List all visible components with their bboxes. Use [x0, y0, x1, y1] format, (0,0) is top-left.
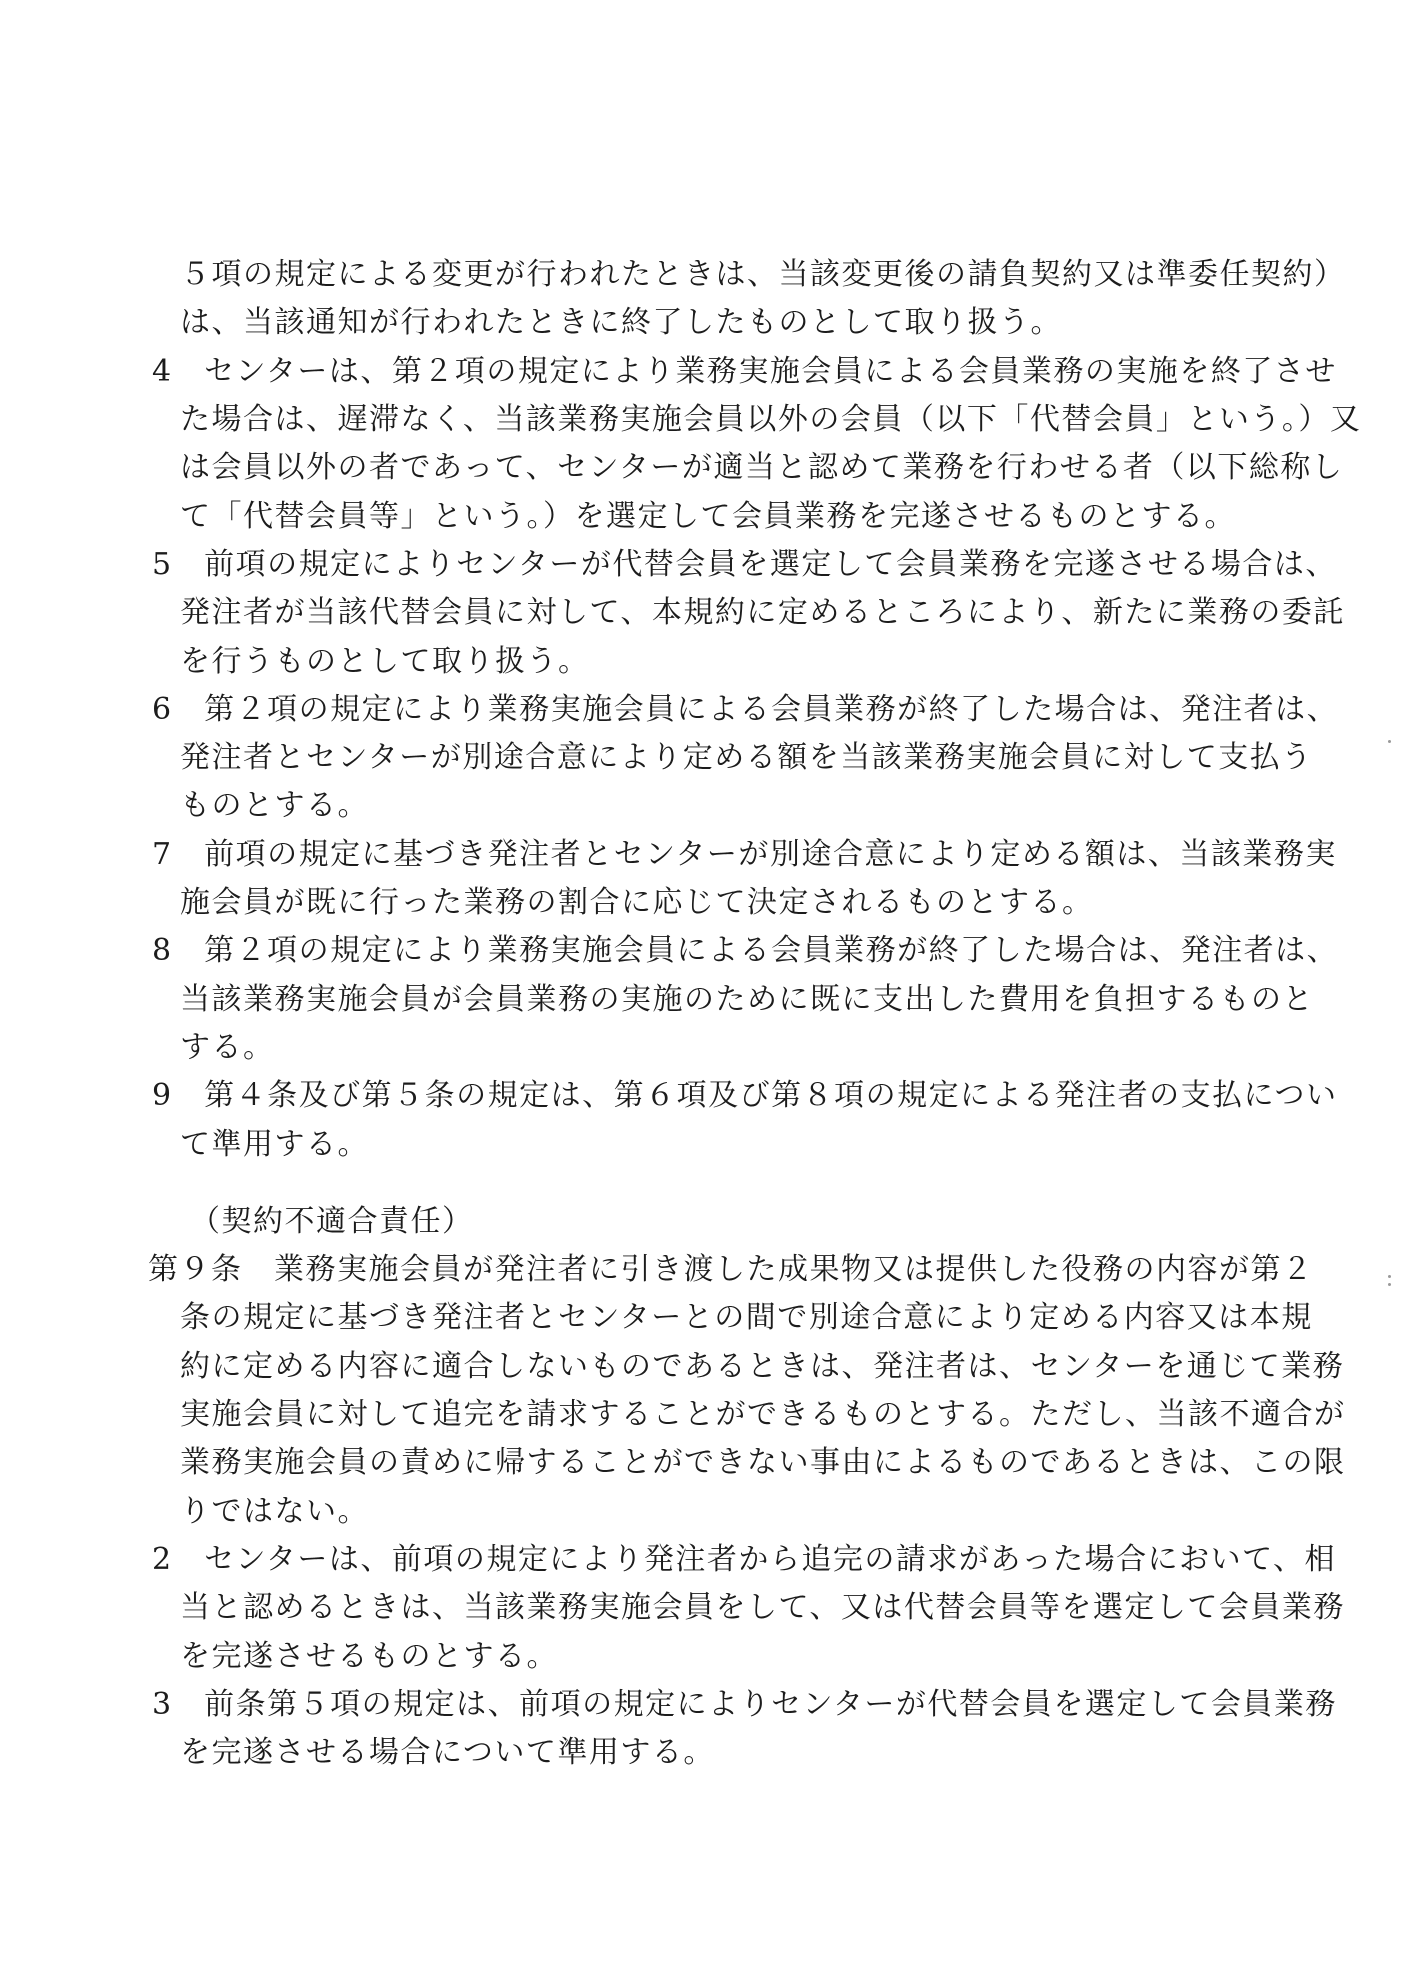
text-line: 発注者が当該代替会員に対して、本規約に定めるところにより、新たに業務の委託	[180, 595, 1345, 630]
text-line: て準用する。	[180, 1127, 369, 1162]
clause-2: 2 センターは、前項の規定により発注者から追完の請求があった場合において、相	[152, 1542, 1336, 1577]
text-line: 施会員が既に行った業務の割合に応じて決定されるものとする。	[180, 885, 1094, 920]
article-9: 第９条 業務実施会員が発注者に引き渡した成果物又は提供した役務の内容が第２	[148, 1252, 1314, 1287]
text-line: ５項の規定による変更が行われたときは、当該変更後の請負契約又は準委任契約）	[180, 257, 1346, 292]
clause-8: 8 第２項の規定により業務実施会員による会員業務が終了した場合は、発注者は、	[152, 933, 1339, 968]
text-line: を完遂させる場合について準用する。	[180, 1735, 715, 1770]
text-line: 実施会員に対して追完を請求することができるものとする。ただし、当該不適合が	[180, 1397, 1346, 1432]
text-line: 発注者とセンターが別途合意により定める額を当該業務実施会員に対して支払う	[180, 740, 1313, 775]
clause-9: 9 第４条及び第５条の規定は、第６項及び第８項の規定による発注者の支払につい	[152, 1078, 1338, 1113]
text-line: 条の規定に基づき発注者とセンターとの間で別途合意により定める内容又は本規	[180, 1300, 1313, 1335]
text-line: を行うものとして取り扱う。	[180, 644, 590, 679]
text-line: 当と認めるときは、当該業務実施会員をして、又は代替会員等を選定して会員業務	[180, 1590, 1345, 1625]
text-line: た場合は、遅滞なく、当該業務実施会員以外の会員（以下「代替会員」という。）又	[180, 402, 1362, 437]
clause-7: 7 前項の規定に基づき発注者とセンターが別途合意により定める額は、当該業務実	[152, 837, 1337, 872]
text-line: 業務実施会員の責めに帰することができない事由によるものであるときは、この限	[180, 1445, 1346, 1480]
clause-3: 3 前条第５項の規定は、前項の規定によりセンターが代替会員を選定して会員業務	[152, 1687, 1337, 1722]
scan-speck	[1388, 740, 1391, 743]
clause-5: 5 前項の規定によりセンターが代替会員を選定して会員業務を完遂させる場合は、	[152, 547, 1337, 582]
text-line: りではない。	[180, 1494, 369, 1529]
scan-speck	[1388, 1275, 1391, 1278]
text-line: は、当該通知が行われたときに終了したものとして取り扱う。	[180, 305, 1062, 340]
text-line: て「代替会員等」という。）を選定して会員業務を完遂させるものとする。	[180, 499, 1236, 534]
text-line: 約に定める内容に適合しないものであるときは、発注者は、センターを通じて業務	[180, 1349, 1345, 1384]
section-heading: （契約不適合責任）	[190, 1204, 474, 1239]
scan-speck	[1388, 1283, 1391, 1286]
text-line: する。	[180, 1030, 275, 1065]
text-line: は会員以外の者であって、センターが適当と認めて業務を行わせる者（以下総称し	[180, 450, 1344, 485]
text-line: ものとする。	[180, 788, 369, 823]
clause-6: 6 第２項の規定により業務実施会員による会員業務が終了した場合は、発注者は、	[152, 692, 1339, 727]
text-line: を完遂させるものとする。	[180, 1639, 558, 1674]
text-line: 当該業務実施会員が会員業務の実施のために既に支出した費用を負担するものと	[180, 982, 1314, 1017]
clause-4: 4 センターは、第２項の規定により業務実施会員による会員業務の実施を終了させ	[152, 354, 1337, 389]
